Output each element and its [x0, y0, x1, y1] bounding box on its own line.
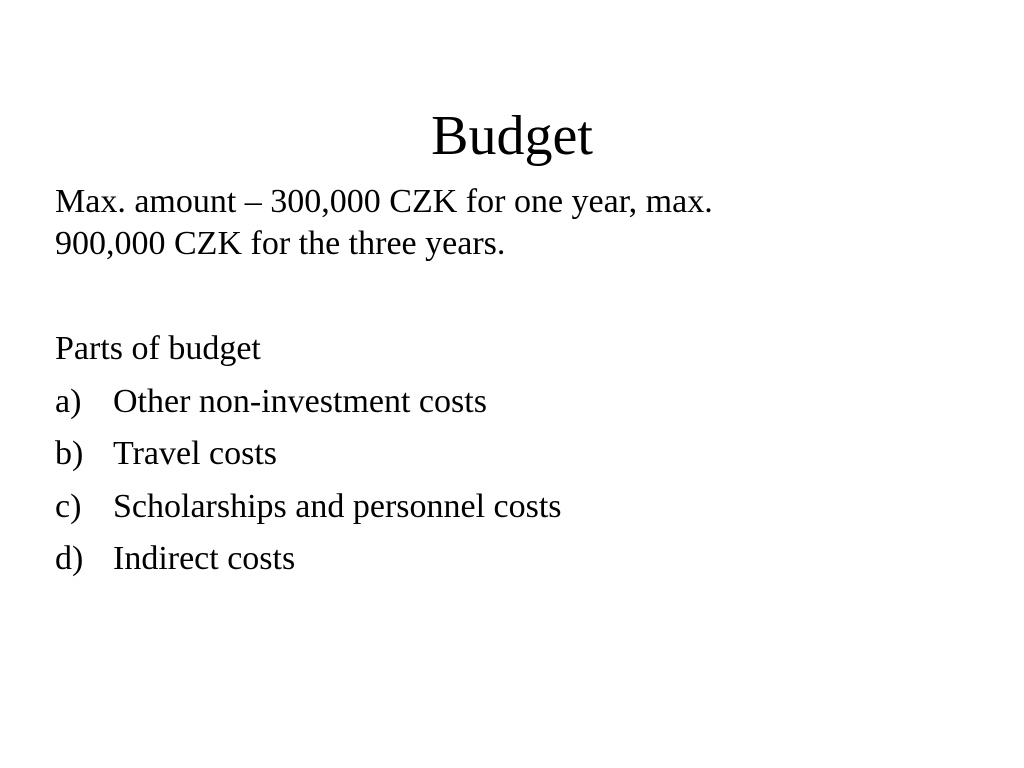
- list-text: Scholarships and personnel costs: [113, 488, 562, 525]
- list-item: [55, 433, 277, 475]
- slide-title: Budget: [431, 105, 593, 167]
- list-item: [55, 486, 562, 528]
- list-item: [55, 381, 487, 423]
- list-label: a): [55, 383, 82, 420]
- list-label: d): [55, 540, 84, 577]
- max-amount-line-2: 900,000 CZK for the three years.: [55, 225, 506, 262]
- list-text: Other non-investment costs: [113, 383, 487, 420]
- list-item: [55, 538, 295, 580]
- list-text: Indirect costs: [113, 540, 296, 577]
- parts-heading: Parts of budget: [55, 330, 261, 367]
- max-amount-line-1: Max. amount – 300,000 CZK for one year, max.: [55, 183, 713, 220]
- list-text: Travel costs: [113, 435, 278, 472]
- list-label: c): [55, 488, 82, 525]
- list-label: b): [55, 435, 84, 472]
